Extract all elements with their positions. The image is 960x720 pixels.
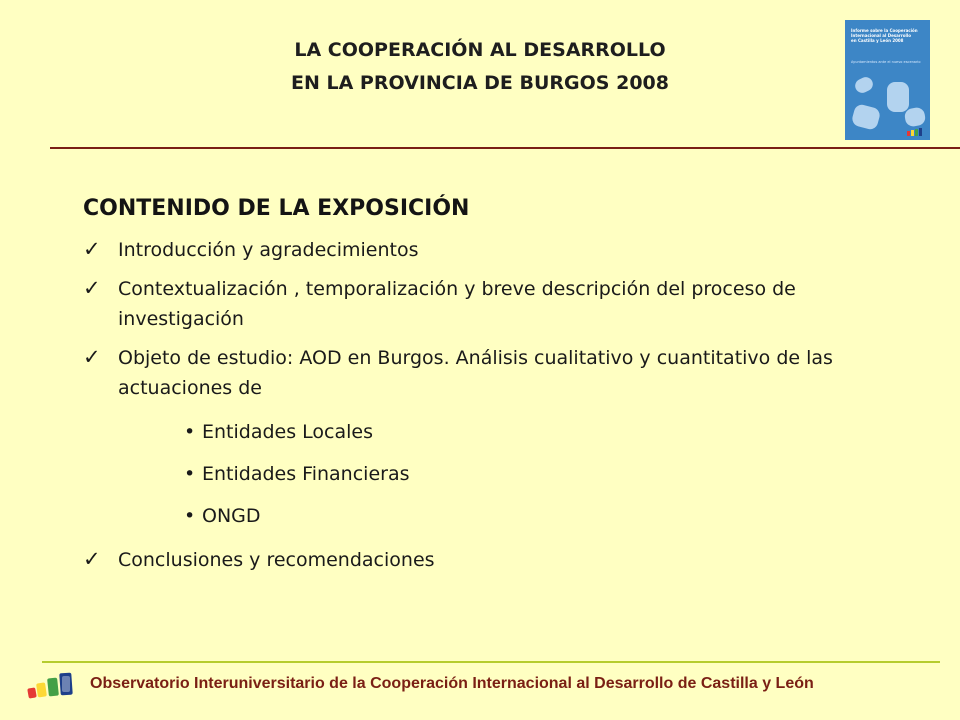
list-item: ✓ Objeto de estudio: AOD en Burgos. Análisis cualitativo y cuantitativo de las actuaciones de — [80, 343, 840, 403]
cover-title: Informe sobre la Cooperación Internacional al Desarrollo en Castilla y León 2008 — [851, 28, 918, 43]
checkmark-icon: ✓ — [83, 345, 101, 369]
slide-content — [80, 196, 840, 584]
bullet-icon: • — [184, 505, 196, 527]
report-cover-image — [845, 20, 930, 140]
sub-list-item: • Entidades Locales — [80, 417, 840, 447]
list-item: ✓ Conclusiones y recomendaciones — [80, 545, 840, 575]
checkmark-icon: ✓ — [83, 547, 101, 571]
list-item: ✓ Contextualización , temporalización y breve descripción del proceso de investigación — [80, 274, 840, 334]
title-line-1: LA COOPERACIÓN AL DESARROLLO — [294, 39, 666, 61]
footer-text: Observatorio Interuniversitario de la Cooperación Internacional al Desarrollo de Castilla y León — [90, 675, 814, 692]
section-heading: CONTENIDO DE LA EXPOSICIÓN — [83, 196, 470, 221]
cover-logo-icon — [907, 128, 923, 136]
sub-list-item: • ONGD — [80, 501, 840, 531]
footer-divider — [42, 661, 940, 663]
slide-title — [210, 34, 750, 100]
sub-list-item: • Entidades Financieras — [80, 459, 840, 489]
checkmark-icon: ✓ — [83, 237, 101, 261]
cover-subtitle: Ayuntamientos ante el nuevo escenario — [851, 60, 921, 64]
list-item: ✓ Introducción y agradecimientos — [80, 235, 840, 265]
title-line-2: EN LA PROVINCIA DE BURGOS 2008 — [291, 72, 669, 94]
bullet-icon: • — [184, 463, 196, 485]
header-divider — [50, 147, 960, 149]
observatory-logo-icon — [24, 668, 78, 702]
bullet-icon: • — [184, 421, 196, 443]
checkmark-icon: ✓ — [83, 276, 101, 300]
